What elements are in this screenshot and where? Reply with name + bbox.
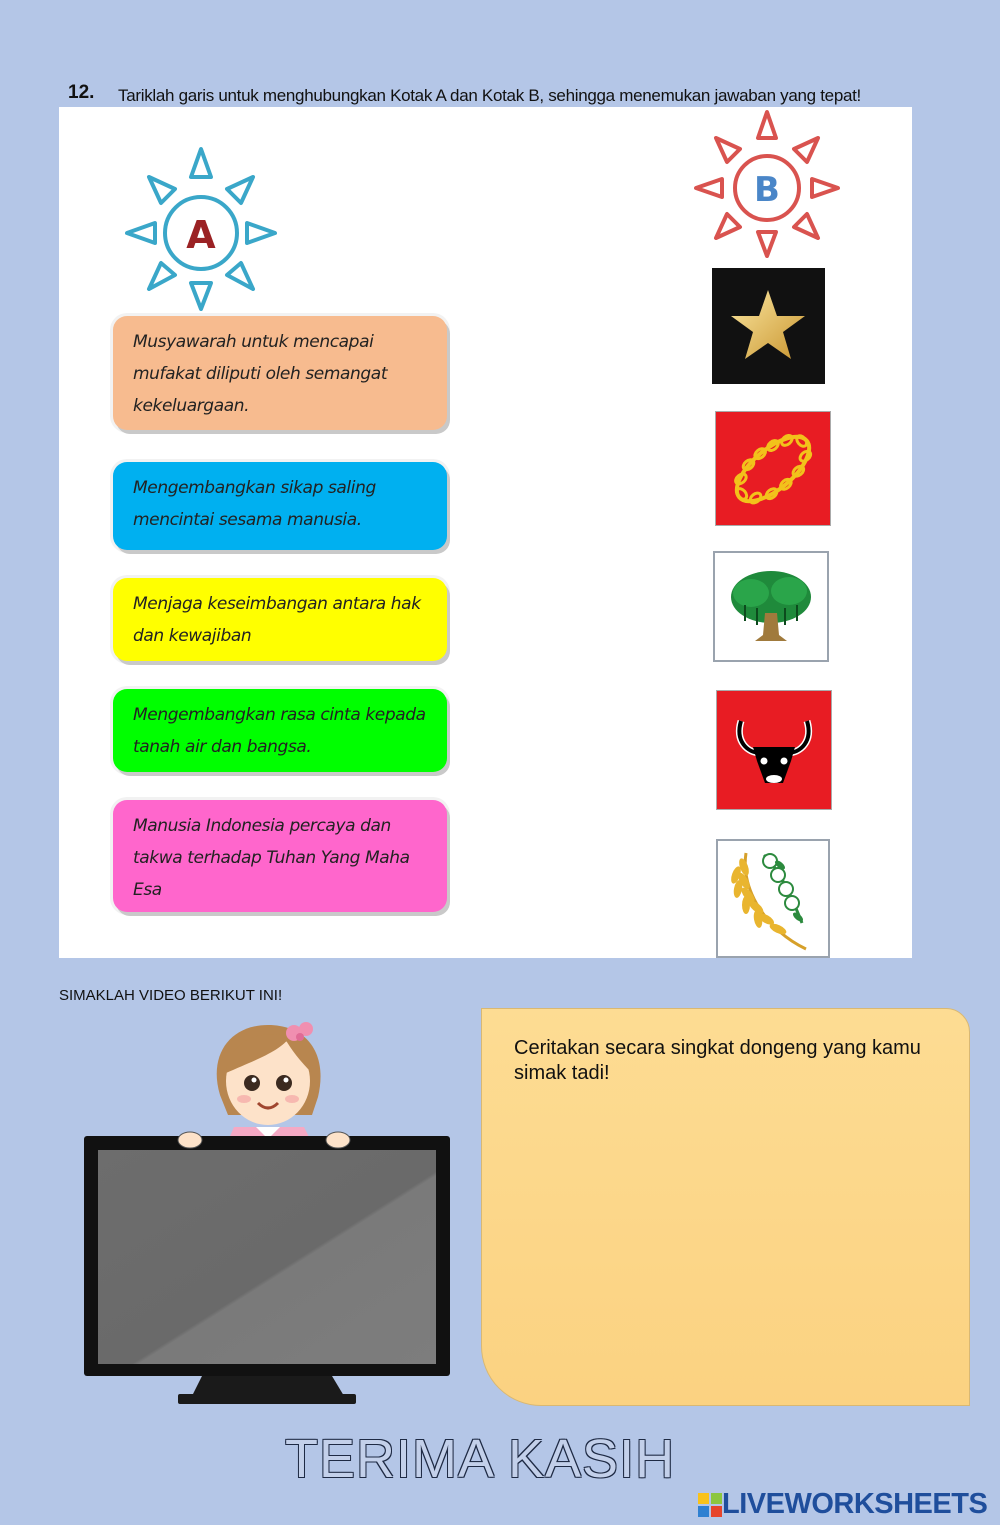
rice-cotton-icon (718, 841, 828, 956)
symbol-tile-banyan[interactable] (713, 551, 829, 662)
bull-head-icon (717, 691, 831, 809)
answer-prompt: Ceritakan secara singkat dongeng yang kamu simak tadi! (514, 1037, 921, 1084)
liveworksheets-logo-icon (698, 1493, 722, 1517)
banyan-tree-icon (715, 553, 827, 660)
symbol-tile-rice-cotton[interactable] (716, 839, 830, 958)
video-player-screen[interactable] (82, 1128, 452, 1411)
card-a-1[interactable]: Musyawarah untuk mencapai mufakat diliputi oleh semangat kekeluargaan. (113, 316, 447, 430)
card-a-5[interactable]: Manusia Indonesia percaya dan takwa terhadap Tuhan Yang Maha Esa (113, 800, 447, 912)
symbol-tile-chain[interactable] (715, 411, 831, 526)
question-number: 12. (68, 82, 95, 103)
sun-b-label: B (754, 170, 780, 210)
closing-text: TERIMA KASIH (285, 1429, 676, 1489)
brand-logo (698, 1488, 987, 1521)
sun-a-icon (125, 145, 277, 311)
symbol-tile-bull[interactable] (716, 690, 832, 810)
answer-box (481, 1008, 970, 1406)
chain-icon (716, 412, 830, 525)
brand-name: LIVEWORKSHEETS (722, 1488, 988, 1520)
video-section-label: SIMAKLAH VIDEO BERIKUT INI! (59, 987, 283, 1004)
card-a-4[interactable]: Mengembangkan rasa cinta kepada tanah air dan bangsa. (113, 689, 447, 772)
sun-a-label: A (186, 213, 216, 257)
card-a-2[interactable]: Mengembangkan sikap saling mencintai sesama manusia. (113, 462, 447, 550)
card-a-3[interactable]: Menjaga keseimbangan antara hak dan kewajiban (113, 578, 447, 661)
question-instruction: Tariklah garis untuk menghubungkan Kotak A dan Kotak B, sehingga menemukan jawaban yang tepat! (118, 86, 861, 105)
sun-b-icon (694, 108, 840, 258)
symbol-tile-star[interactable] (712, 268, 825, 384)
star-icon (712, 268, 825, 384)
answer-input[interactable] (512, 1099, 946, 1383)
